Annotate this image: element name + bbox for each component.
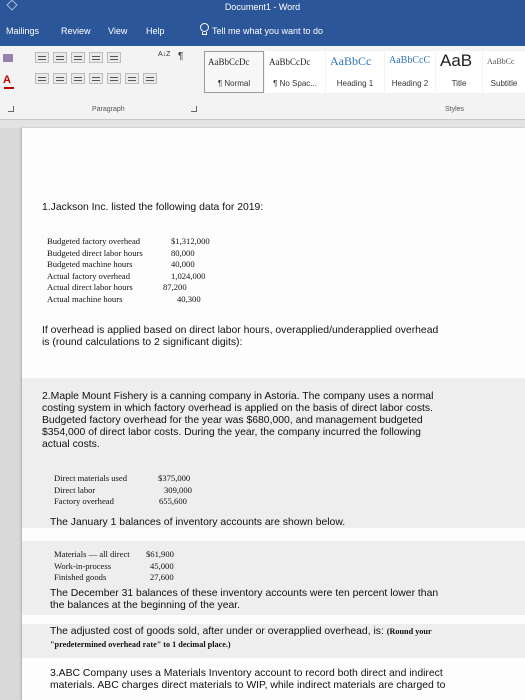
row-label: Direct materials used [54,473,128,483]
q2-balances-intro: The January 1 balances of inventory accounts are shown below. [50,517,346,528]
increase-indent-icon[interactable] [107,52,121,63]
row-value: 80,000 [171,247,195,258]
q2-text-line: Budgeted factory overhead for the year was $680,000, and management budgeted [42,415,423,426]
tab-help[interactable]: Help [146,26,165,36]
borders-icon[interactable] [143,73,157,84]
style-preview: AaB [440,51,473,70]
paragraph-row-1 [35,52,121,63]
q3-text-line: materials. ABC charges direct materials to WIP, while indirect materials are charged to [50,680,446,691]
row-label: Actual machine hours [47,293,123,304]
style-normal[interactable] [204,51,264,93]
decrease-indent-icon[interactable] [89,52,103,63]
adjusted-question-text: The adjusted cost of goods sold, after under or overapplied overhead, is: [50,626,384,637]
style-heading-2[interactable] [385,51,435,93]
ribbon-tabs [0,14,525,46]
row-label: Finished goods [54,572,107,582]
row-value: $61,900 [146,549,174,559]
multilevel-list-icon[interactable] [71,52,85,63]
sort-icon[interactable]: A↓Z [158,51,171,58]
style-preview: AaBbCc [487,57,515,66]
justify-icon[interactable] [89,73,103,84]
q2-december-line: the balances at the beginning of the year. [50,600,241,611]
q3-text-line: 3.ABC Company uses a Materials Inventory account to record both direct and indirect [50,668,443,679]
style-name: Heading 2 [391,79,429,88]
paragraph-group-label: Paragraph [92,106,125,113]
styles-group-label: Styles [445,106,465,113]
tab-mailings[interactable]: Mailings [6,26,40,36]
style-subtitle[interactable] [483,51,525,93]
style-heading-1[interactable] [326,51,384,93]
document-page[interactable] [22,128,525,700]
style-preview: AaBbCcC [389,55,431,66]
paragraph-row-2 [35,73,157,84]
window-title: Document1 - Word [224,2,301,12]
row-label: Actual direct labor hours [47,282,133,292]
bullets-icon[interactable] [35,52,49,63]
q2-text-line: costing system in which factory overhead is applied on the basis of direct labor costs. [42,403,433,414]
style-title[interactable] [436,51,482,93]
font-color-icon[interactable]: A [3,74,11,86]
row-label: Budgeted machine hours [47,259,133,269]
font-color-bar [4,87,14,89]
tab-review[interactable]: Review [61,26,91,36]
row-value: 45,000 [150,560,174,571]
rounding-note: "predetermined overhead rate" to 1 decimal place.) [50,640,231,649]
lightbulb-icon[interactable] [199,23,210,37]
q2-adjusted-question [50,626,432,638]
paragraph-dialog-launcher-icon[interactable] [191,106,197,112]
row-label: Factory overhead [54,496,114,506]
q1-question-line: If overhead is applied based on direct labor hours, overapplied/underapplied overhead [42,325,439,336]
row-value: $1,312,000 [171,236,210,246]
align-center-icon[interactable] [53,73,67,84]
q2-december-line: The December 31 balances of these inventory accounts were ten percent lower than [50,588,439,599]
q2-text-line: $354,000 of direct labor costs. During the year, the company incurred the following [42,427,421,438]
row-label: Actual factory overhead [47,270,131,281]
style-name: Title [451,79,467,88]
row-value: $375,000 [158,473,191,483]
style-name: ¶ Normal [217,79,251,88]
font-dialog-launcher-icon[interactable] [8,106,14,112]
row-label: Budgeted direct labor hours [47,247,143,258]
row-label: Work-in-process [54,560,112,571]
style-no-spacing[interactable] [265,51,325,93]
row-label: Direct labor [54,484,96,495]
row-value: 309,000 [164,484,192,495]
format-painter-icon[interactable] [3,54,13,62]
row-label: Materials — all direct [54,549,130,559]
style-preview: AaBbCcDc [208,57,250,67]
q1-question-line: is (round calculations to 2 significant digits): [42,337,243,348]
row-value: 27,600 [150,572,174,582]
style-preview: AaBbCc [330,54,372,68]
style-name: ¶ No Spac... [273,79,317,88]
tell-me-search[interactable]: Tell me what you want to do [212,26,324,36]
q2-text-line: 2.Maple Mount Fishery is a canning company in Astoria. The company uses a normal [42,391,434,402]
ruler [0,120,525,128]
row-label: Budgeted factory overhead [47,236,141,246]
row-value: 40,300 [177,293,201,304]
ribbon [0,46,525,120]
style-preview: AaBbCcDc [269,57,311,67]
line-spacing-icon[interactable] [107,73,121,84]
numbering-icon[interactable] [53,52,67,63]
shading-icon[interactable] [125,73,139,84]
row-value: 40,000 [171,259,195,269]
row-value: 87,200 [163,282,187,292]
align-left-icon[interactable] [35,73,49,84]
row-value: 1,024,000 [171,270,206,281]
title-bar [0,0,525,14]
rounding-note: (Round your [386,627,432,636]
tab-view[interactable]: View [108,26,128,36]
styles-gallery [204,51,525,95]
align-right-icon[interactable] [71,73,85,84]
q1-heading: 1.Jackson Inc. listed the following data for 2019: [42,202,264,213]
style-name: Heading 1 [336,79,374,88]
pilcrow-icon[interactable]: ¶ [178,51,184,62]
row-value: 655,600 [159,496,187,506]
q2-text-line: actual costs. [42,439,100,450]
style-name: Subtitle [490,79,518,88]
quick-access-icon[interactable] [6,0,17,11]
